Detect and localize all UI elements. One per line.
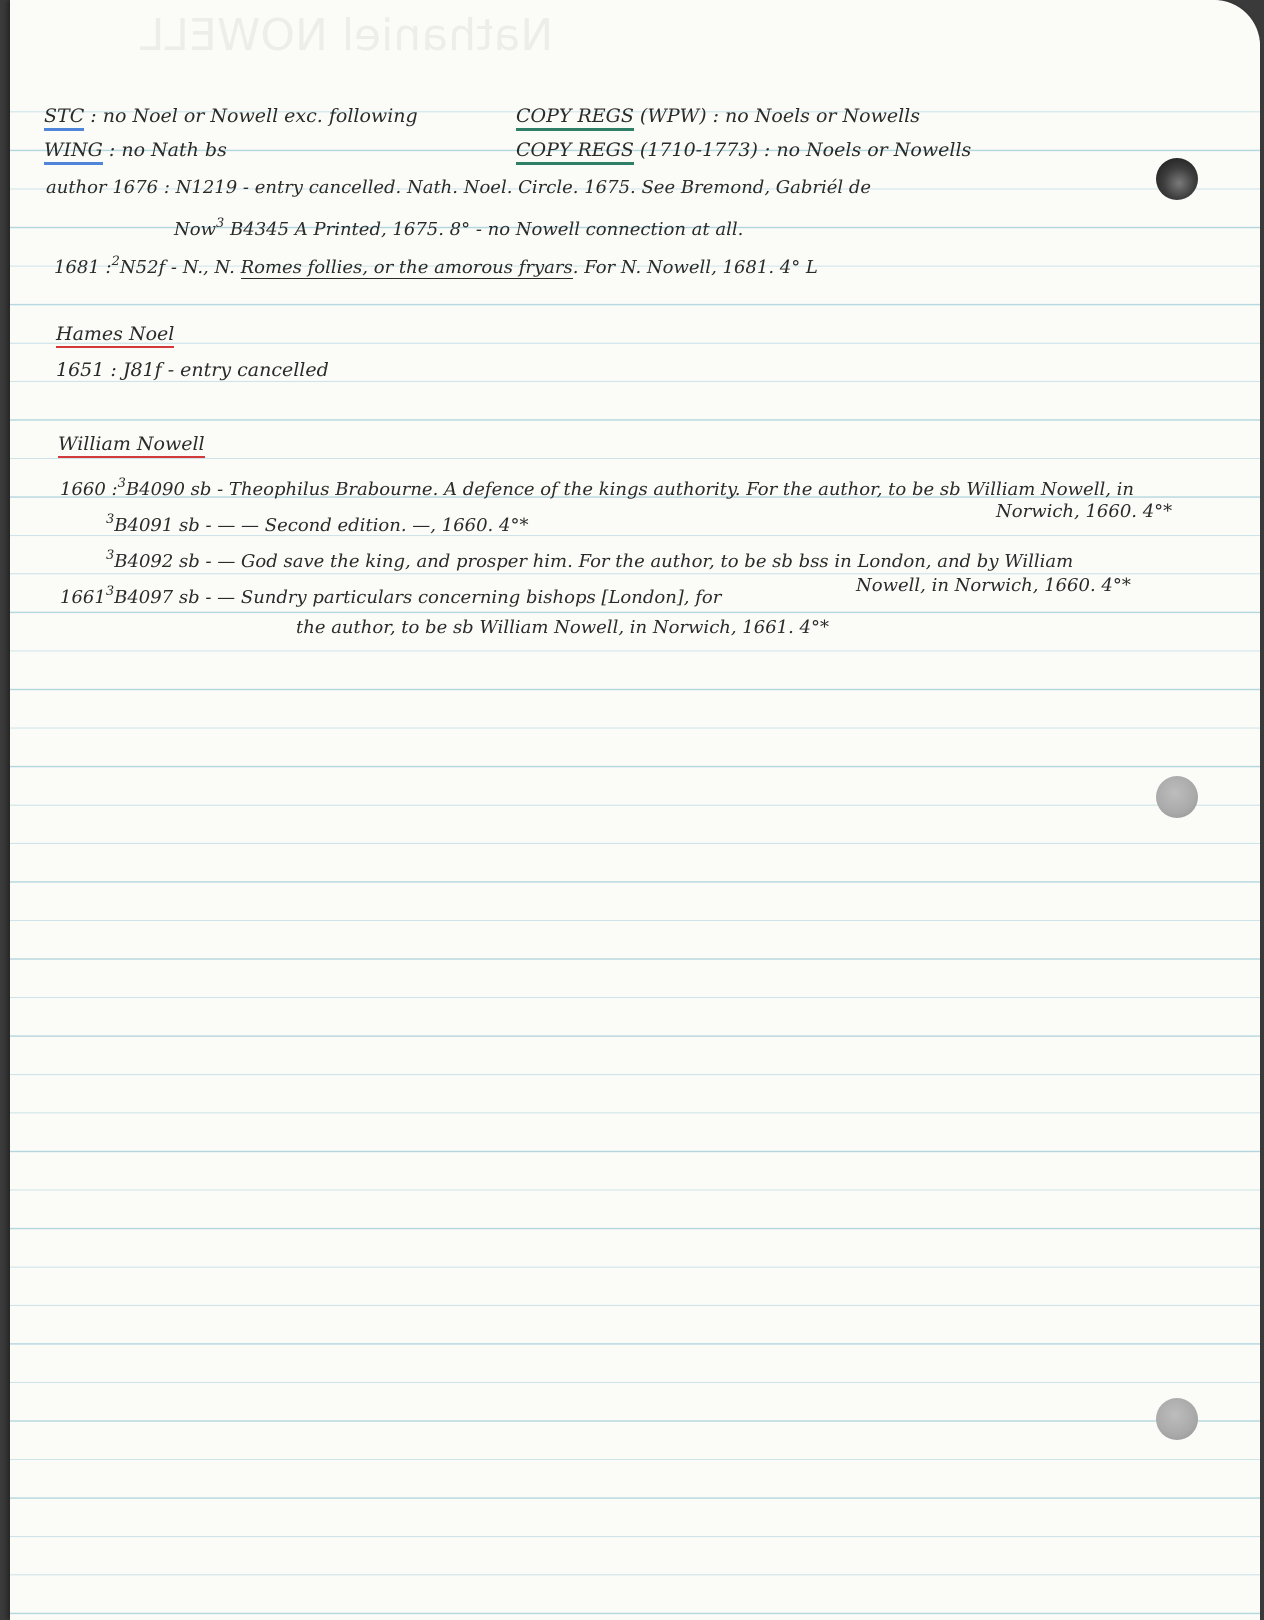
copy-regs-label-2: COPY REGS	[516, 139, 634, 165]
william-heading	[58, 432, 205, 456]
stc-text: : no Noel or Nowell exc. following	[90, 105, 418, 127]
hames-heading-text: Hames Noel	[56, 323, 174, 348]
stc-label: STC	[44, 105, 84, 131]
line-1651: 1651 : J81f - entry cancelled	[56, 359, 329, 381]
now-prefix: Now	[174, 219, 216, 240]
copy-regs-label-1: COPY REGS	[516, 105, 634, 131]
line-1661-sup: 3	[105, 584, 115, 599]
line-b4092-sup: 3	[106, 548, 115, 563]
stc-line	[44, 104, 418, 128]
line-1660-b4090	[60, 472, 1134, 502]
author-line: author 1676 : N1219 - entry cancelled. Nath. Noel. Circle. 1675. See Bremond, Gabriél de	[46, 177, 872, 198]
line-1660a-sup: 3	[117, 476, 126, 491]
wing-line	[44, 138, 227, 162]
bleed-through-text: Nathaniel NOWELL	[140, 10, 554, 61]
notebook-page	[10, 0, 1260, 1620]
copy-regs-line-1	[516, 104, 920, 128]
line-1681	[54, 250, 818, 280]
william-heading-text: William Nowell	[58, 433, 205, 458]
copy-regs-text-1: (WPW) : no Noels or Nowells	[639, 105, 920, 127]
line-1661-prefix: 1661	[60, 587, 106, 608]
line-b4091-sup: 3	[106, 512, 115, 527]
line-1661-cont: the author, to be sb William Nowell, in Norwich, 1661. 4°*	[296, 617, 830, 638]
now-text: B4345 A Printed, 1675. 8° - no Nowell connection at all.	[230, 219, 744, 240]
line-b4092	[106, 544, 1073, 574]
now-line	[174, 212, 743, 242]
line-b4092-text: B4092 sb - — God save the king, and prosper him. For the author, to be sb bss in London, and by William	[114, 551, 1074, 572]
line-1660a-prefix: 1660 :	[60, 479, 118, 500]
line-1661-text: B4097 sb - — Sundry particulars concerning bishops [London], for	[114, 587, 722, 608]
line-1681-title: Romes follies, or the amorous fryars	[240, 257, 573, 278]
line-b4091	[106, 508, 528, 538]
wing-text: : no Nath bs	[108, 139, 227, 161]
line-1681-rest: . For N. Nowell, 1681. 4° L	[572, 257, 818, 278]
binder-hole-top	[1156, 158, 1198, 200]
binder-hole-bottom	[1156, 1398, 1198, 1440]
copy-regs-line-2	[516, 138, 971, 162]
line-1660a-text: B4090 sb - Theophilus Brabourne. A defence of the kings authority. For the author, to be sb William Nowell, in	[125, 479, 1135, 500]
copy-regs-text-2: (1710-1773) : no Noels or Nowells	[639, 139, 972, 161]
line-1681-code: N52f - N., N.	[119, 257, 235, 278]
binder-hole-middle	[1156, 776, 1198, 818]
line-1660-b4090-cont: Norwich, 1660. 4°*	[996, 501, 1173, 522]
line-1681-prefix: 1681 :	[54, 257, 112, 278]
line-b4092-cont: Nowell, in Norwich, 1660. 4°*	[856, 575, 1131, 596]
wing-label: WING	[44, 139, 103, 165]
line-1681-sup: 2	[111, 254, 120, 269]
line-1661-b4097	[60, 580, 721, 610]
hames-heading	[56, 322, 174, 346]
line-b4091-text: B4091 sb - — — Second edition. —, 1660. 4°*	[114, 515, 529, 536]
now-sup: 3	[216, 216, 225, 231]
